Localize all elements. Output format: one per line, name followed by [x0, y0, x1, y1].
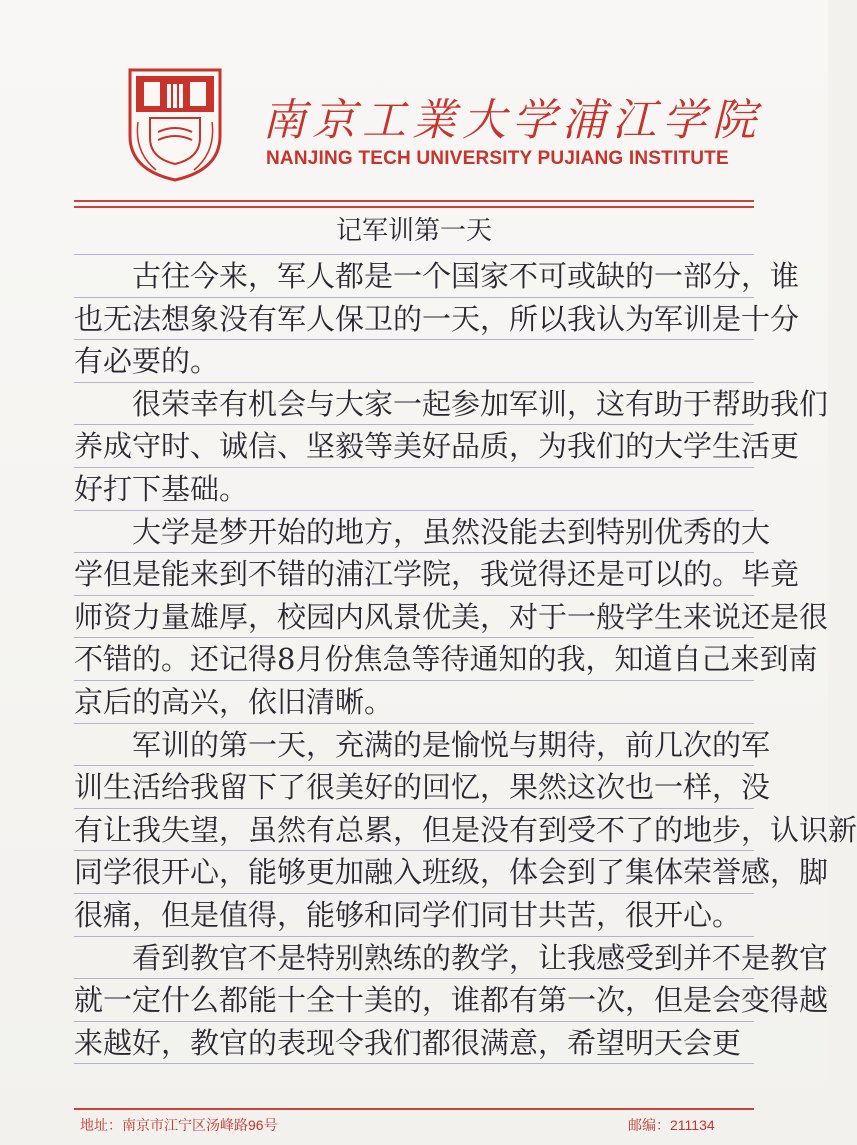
- institution-name-cn: 南京工業大学浦江学院: [262, 95, 762, 146]
- essay-line: 不错的。还记得8月份焦急等待通知的我，知道自己来到南: [74, 642, 818, 677]
- ruled-line: [74, 637, 754, 638]
- essay-line: 有必要的。: [74, 344, 220, 379]
- essay-line: 古往今来，军人都是一个国家不可或缺的一部分，谁: [74, 259, 800, 293]
- ruled-line: [74, 936, 754, 937]
- essay-line: 很痛，但是值得，能够和同学们同甘共苦，很开心。: [74, 898, 742, 932]
- essay-line: 看到教官不是特别熟练的教学，让我感受到并不是教官: [74, 940, 829, 975]
- footer-postcode: 邮编：211134: [628, 1117, 715, 1133]
- essay-line: 京后的高兴，依旧清晰。: [74, 685, 394, 719]
- essay-line: 养成守时、诚信、坚毅等美好品质，为我们的大学生活更: [74, 429, 800, 464]
- university-logo-icon: [126, 66, 224, 184]
- essay-line: 训生活给我留下了很美好的回忆，果然这次也一样，没: [74, 770, 771, 805]
- essay-line: 也无法想象没有军人保卫的一天，所以我认为军训是十分: [74, 301, 800, 336]
- footer-address: 地址：南京市江宁区汤峰路96号: [80, 1117, 278, 1133]
- ruled-line: [74, 808, 754, 809]
- header-rule: [74, 206, 754, 208]
- ruled-line: [74, 552, 754, 553]
- ruled-line: [74, 893, 754, 894]
- essay-line: 学但是能来到不错的浦江学院，我觉得还是可以的。毕竟: [74, 557, 800, 592]
- ruled-line: [74, 254, 754, 255]
- ruled-line: [74, 595, 754, 596]
- essay-line: 同学很开心，能够更加融入班级，体会到了集体荣誉感，脚: [74, 855, 829, 890]
- ruled-line: [74, 510, 754, 511]
- essay-line: 大学是梦开始的地方，虽然没能去到特别优秀的大: [74, 514, 771, 549]
- ruled-line: [74, 382, 754, 383]
- essay-line: 好打下基础。: [74, 472, 249, 506]
- ruled-line: [74, 680, 754, 681]
- essay-line: 师资力量雄厚，校园内风景优美，对于一般学生来说还是很: [74, 599, 829, 634]
- ruled-line: [74, 978, 754, 979]
- ruled-line: [74, 424, 754, 425]
- header-rule: [74, 200, 754, 202]
- institution-name-en: NANJING TECH UNIVERSITY PUJIANG INSTITUTE: [266, 148, 729, 169]
- ruled-line: [74, 297, 754, 298]
- essay-line: 有让我失望，虽然有总累，但是没有到受不了的地步，认识新: [74, 812, 857, 847]
- letterhead: [0, 0, 828, 200]
- ruled-line: [74, 765, 754, 766]
- ruled-line: [74, 1063, 754, 1064]
- essay-line: 很荣幸有机会与大家一起参加军训，这有助于帮助我们: [74, 386, 829, 421]
- ruled-line: [74, 850, 754, 851]
- essay-line: 来越好，教官的表现令我们都很满意，希望明天会更: [74, 1025, 742, 1060]
- essay-title: 记军训第一天: [335, 216, 492, 246]
- essay-line: 就一定什么都能十全十美的，谁都有第一次，但是会变得越: [74, 983, 829, 1018]
- ruled-line: [74, 467, 754, 468]
- ruled-line: [74, 1021, 754, 1022]
- footer-rule: [74, 1108, 754, 1110]
- ruled-line: [74, 723, 754, 724]
- essay-line: 军训的第一天，充满的是愉悦与期待，前几次的军: [74, 727, 771, 762]
- ruled-line: [74, 339, 754, 340]
